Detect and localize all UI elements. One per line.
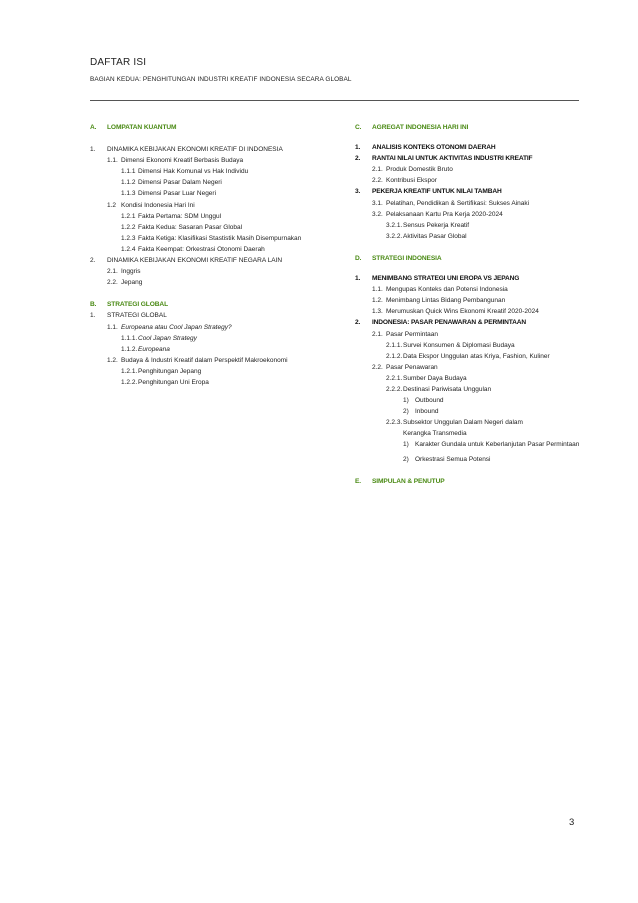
toc-entry (355, 329, 583, 340)
toc-label: ANALISIS KONTEKS OTONOMI DAERAH (372, 144, 496, 152)
toc-label: Sumber Daya Budaya (403, 374, 467, 382)
toc-label: Fakta Pertama: SDM Unggul (138, 212, 222, 220)
toc-label: PEKERJA KREATIF UNTUK NILAI TAMBAH (372, 188, 502, 196)
toc-label: STRATEGI GLOBAL (107, 301, 169, 309)
toc-label: Dimensi Pasar Luar Negeri (138, 190, 217, 198)
toc-number: 1.2.2 (121, 223, 136, 231)
toc-chapter-heading (355, 186, 583, 197)
toc-entry (90, 366, 318, 377)
toc-entry (90, 344, 318, 355)
toc-label: DINAMIKA KEBIJAKAN EKONOMI KREATIF NEGARA LAIN (107, 257, 283, 265)
toc-number: 2) (403, 408, 409, 416)
toc-number: 2.2. (107, 279, 118, 287)
toc-number: 3. (355, 188, 361, 196)
toc-entry (355, 340, 583, 351)
toc-entry (355, 306, 583, 317)
toc-label: Destinasi Pariwisata Unggulan (403, 385, 492, 393)
toc-label: Penghitungan Jepang (138, 367, 202, 375)
toc-label: Aktivitas Pasar Global (403, 232, 467, 240)
toc-label: INDONESIA: PASAR PENAWARAN & PERMINTAAN (372, 319, 526, 327)
toc-entry (355, 231, 583, 242)
toc-label: Fakta Keempat: Orkestrasi Otonomi Daerah (138, 245, 265, 253)
toc-label: Pelatihan, Pendidikan & Sertifikasi: Sukses Ainaki (386, 199, 530, 207)
toc-entry (90, 200, 318, 211)
toc-label: LOMPATAN KUANTUM (107, 124, 177, 131)
toc-entry (355, 384, 583, 395)
toc-label: Mengupas Konteks dan Potensi Indonesia (386, 286, 508, 294)
toc-chapter-heading (355, 317, 583, 328)
toc-number: 1. (90, 146, 96, 154)
toc-label: Fakta Ketiga: Klasifikasi Stastistik Masih Disempurnakan (138, 234, 302, 242)
toc-label: AGREGAT INDONESIA HARI INI (372, 124, 469, 131)
toc-entry (355, 175, 583, 186)
toc-number: 2.1.1. (386, 341, 403, 349)
toc-number: 1.2.1. (121, 367, 138, 375)
toc-number: D. (355, 254, 362, 262)
toc-label: Data Ekspor Unggulan atas Kriya, Fashion, Kuliner (403, 352, 550, 360)
toc-number: 1.1. (107, 323, 118, 331)
toc-left-column (90, 122, 318, 388)
toc-number: 1.1.2. (121, 345, 138, 353)
toc-label: Fakta Kedua: Sasaran Pasar Global (138, 223, 243, 231)
toc-label: Outbound (415, 397, 444, 405)
toc-number: 2.2.2. (386, 385, 403, 393)
toc-chapter-heading (355, 153, 583, 164)
toc-label: Dimensi Hak Komunal vs Hak Individu (138, 168, 249, 176)
toc-number: 1.1.1 (121, 168, 136, 176)
toc-label: Kondisi Indonesia Hari Ini (121, 201, 195, 209)
toc-label: Menimbang Lintas Bidang Pembangunan (386, 297, 506, 305)
toc-chapter-heading (355, 273, 583, 284)
toc-label: Cool Japan Strategy (138, 334, 197, 342)
toc-section-heading (355, 122, 583, 133)
toc-label: Pelaksanaan Kartu Pra Kerja 2020-2024 (386, 210, 503, 218)
page-subtitle: BAGIAN KEDUA: PENGHITUNGAN INDUSTRI KREATIF INDONESIA SECARA GLOBAL (90, 76, 352, 83)
toc-section-heading (355, 476, 583, 487)
toc-number: 1. (355, 275, 361, 283)
toc-label: MENIMBANG STRATEGI UNI EROPA VS JEPANG (372, 275, 520, 283)
toc-number: 1. (90, 312, 96, 320)
toc-entry (355, 295, 583, 306)
toc-entry (90, 188, 318, 199)
toc-number: C. (355, 124, 362, 131)
page-title: DAFTAR ISI (90, 57, 147, 68)
toc-number: E. (355, 477, 362, 485)
toc-number: 1.2.4 (121, 245, 136, 253)
toc-entry (355, 406, 583, 417)
toc-number: 1.2.2. (121, 378, 138, 386)
toc-entry (90, 266, 318, 277)
toc-number: B. (90, 301, 97, 309)
toc-entry (355, 351, 583, 362)
page-number: 3 (569, 817, 575, 828)
toc-label: RANTAI NILAI UNTUK AKTIVITAS INDUSTRI KREATIF (372, 155, 533, 163)
toc-number: 1.1. (107, 157, 118, 165)
toc-label: DINAMIKA KEBIJAKAN EKONOMI KREATIF DI INDONESIA (107, 146, 283, 154)
toc-label: Subsektor Unggulan Dalam Negeri dalam Kerangka Transmedia (403, 419, 523, 438)
toc-entry (355, 362, 583, 373)
toc-entry (90, 222, 318, 233)
toc-label: Europeana atau Cool Japan Strategy? (121, 323, 232, 331)
toc-label: Inbound (415, 408, 439, 416)
toc-number: 1.2. (107, 356, 118, 364)
toc-number: 1.1.1. (121, 334, 138, 342)
toc-number: 3.2.2. (386, 232, 403, 240)
toc-entry (90, 211, 318, 222)
toc-entry (355, 198, 583, 209)
toc-right-column (355, 122, 583, 487)
toc-label: Dimensi Ekonomi Kreatif Berbasis Budaya (121, 157, 244, 165)
toc-number: 2. (90, 257, 96, 265)
toc-entry (90, 322, 318, 333)
toc-label: Jepang (121, 279, 143, 287)
toc-entry (90, 166, 318, 177)
toc-number: 1.1.2 (121, 179, 136, 187)
toc-entry (355, 220, 583, 231)
toc-section-heading (90, 122, 318, 133)
toc-number: 2.2. (372, 177, 383, 185)
toc-chapter-heading (355, 142, 583, 153)
toc-label: STRATEGI GLOBAL (107, 312, 167, 320)
toc-entry (355, 373, 583, 384)
header-divider (90, 100, 579, 101)
toc-number: 1) (403, 441, 409, 449)
toc-number: 1.1.3 (121, 190, 136, 198)
toc-entry (90, 355, 318, 366)
toc-entry (90, 255, 318, 266)
toc-number: 1.1. (372, 286, 383, 294)
toc-number: 1) (403, 397, 409, 405)
toc-section-heading (90, 299, 318, 310)
toc-entry (355, 395, 583, 406)
toc-number: 1.3. (372, 308, 383, 316)
toc-entry (90, 333, 318, 344)
toc-entry (90, 155, 318, 166)
toc-entry (90, 177, 318, 188)
toc-entry (355, 284, 583, 295)
toc-number: 2) (403, 455, 409, 463)
toc-entry (355, 439, 581, 450)
toc-number: 2.2.1. (386, 374, 403, 382)
toc-label: Produk Domestik Bruto (386, 166, 453, 174)
toc-label: Pasar Permintaan (386, 330, 439, 338)
toc-entry (90, 377, 318, 388)
toc-entry (355, 417, 536, 439)
toc-entry (90, 233, 318, 244)
toc-number: 1.2.1 (121, 212, 136, 220)
toc-number: 3.2. (372, 210, 383, 218)
toc-number: 1. (355, 144, 361, 152)
toc-number: 2.1. (107, 268, 118, 276)
toc-entry (90, 144, 318, 155)
toc-number: 2.2. (372, 363, 383, 371)
toc-label: Dimensi Pasar Dalam Negeri (138, 179, 222, 187)
toc-label: Kontribusi Ekspor (386, 177, 437, 185)
toc-number: 2. (355, 319, 361, 327)
toc-label: Merumuskan Quick Wins Ekonomi Kreatif 2020-2024 (386, 308, 539, 316)
toc-entry (355, 164, 583, 175)
toc-label: Orkestrasi Semua Potensi (415, 455, 491, 463)
toc-entry (355, 454, 583, 465)
toc-label: Sensus Pekerja Kreatif (403, 221, 470, 229)
toc-label: STRATEGI INDONESIA (372, 254, 442, 262)
toc-label: Inggris (121, 268, 141, 276)
toc-label: Pasar Penawaran (386, 363, 438, 371)
toc-label: Penghitungan Uni Eropa (138, 378, 209, 386)
toc-label: Budaya & Industri Kreatif dalam Perspektif Makroekonomi (121, 356, 288, 364)
toc-number: 2.1.2. (386, 352, 403, 360)
toc-entry (90, 244, 318, 255)
toc-number: 1.2. (372, 297, 383, 305)
toc-label: Europeana (138, 345, 170, 353)
toc-number: A. (90, 124, 97, 131)
toc-label: Karakter Gundala untuk Keberlanjutan Pasar Permintaan (415, 441, 580, 449)
toc-entry (90, 310, 318, 321)
toc-entry (90, 277, 318, 288)
toc-number: 2.2.3. (386, 419, 403, 427)
toc-number: 2.1. (372, 330, 383, 338)
toc-section-heading (355, 253, 583, 264)
toc-label: SIMPULAN & PENUTUP (372, 477, 445, 485)
toc-number: 3.2.1. (386, 221, 403, 229)
toc-label: Survei Konsumen & Diplomasi Budaya (403, 341, 515, 349)
toc-number: 2.1. (372, 166, 383, 174)
toc-number: 2. (355, 155, 361, 163)
toc-number: 3.1. (372, 199, 383, 207)
toc-entry (355, 209, 583, 220)
toc-number: 1.2.3 (121, 234, 136, 242)
toc-number: 1.2 (107, 201, 117, 209)
